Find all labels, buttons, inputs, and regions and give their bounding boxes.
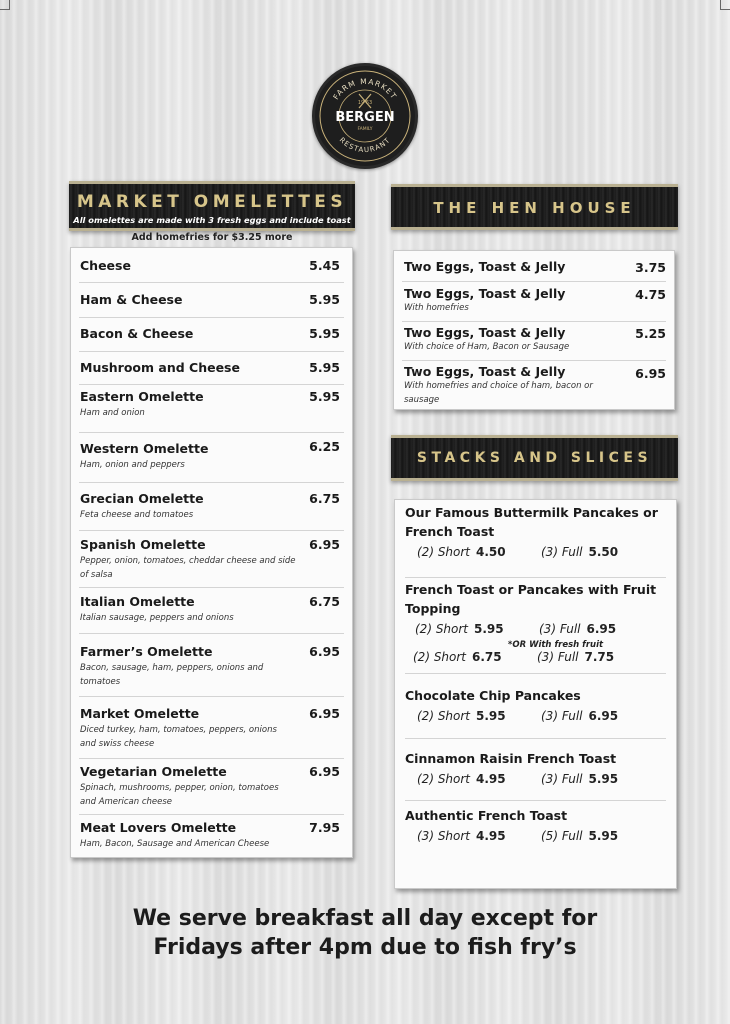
item-description: Ham and onion	[80, 408, 145, 418]
full-price: 6.95	[586, 622, 617, 636]
logo-sub: FAMILY	[357, 127, 373, 132]
item-description: Diced turkey, ham, tomatoes, peppers, onions and swiss cheese	[80, 725, 277, 749]
menu-item	[79, 283, 344, 318]
item-name: Vegetarian Omelette	[80, 764, 227, 779]
full-price: 5.50	[588, 545, 619, 559]
stacks-menu-panel	[394, 499, 677, 889]
item-price: 5.95	[309, 292, 340, 307]
logo-bottom-arc: RESTAURANT	[337, 135, 393, 155]
full-price: 5.95	[588, 772, 619, 786]
menu-item	[405, 674, 666, 739]
item-description: With homefries and choice of ham, bacon or sausage	[404, 381, 593, 405]
short-price: 5.95	[476, 709, 506, 723]
item-name: Authentic French Toast	[405, 808, 568, 823]
item-description: Feta cheese and tomatoes	[80, 510, 194, 520]
menu-item	[405, 801, 666, 861]
item-price: 6.95	[635, 366, 666, 381]
item-name: Meat Lovers Omelette	[80, 820, 237, 835]
restaurant-logo	[312, 63, 418, 169]
short-price: 5.95	[474, 622, 504, 636]
price-line	[405, 622, 666, 640]
item-description: Pepper, onion, tomatoes, cheddar cheese and side of salsa	[80, 556, 296, 580]
item-price: 6.75	[309, 491, 340, 506]
item-name: Farmer’s Omelette	[80, 644, 213, 659]
logo-top-arc: FARM MARKET	[331, 76, 399, 102]
item-name: Mushroom and Cheese	[80, 360, 240, 375]
menu-item	[405, 739, 666, 801]
hen-house-banner	[391, 184, 678, 230]
item-description: With homefries	[404, 303, 469, 313]
svg-text:RESTAURANT	[338, 136, 392, 154]
item-name: French Toast or Pancakes with Fruit Topping	[405, 582, 657, 616]
menu-item	[79, 697, 344, 759]
logo-year: 19 63	[357, 100, 373, 106]
menu-item	[79, 815, 344, 857]
item-description: With choice of Ham, Bacon or Sausage	[404, 342, 570, 352]
item-name: Our Famous Buttermilk Pancakes or French Toast	[405, 505, 658, 539]
menu-item	[79, 352, 344, 385]
item-name: Two Eggs, Toast & Jelly	[404, 325, 566, 340]
menu-item	[79, 588, 344, 634]
item-price: 4.75	[635, 287, 666, 302]
short-price: 4.50	[476, 545, 506, 559]
item-price: 5.95	[309, 389, 340, 404]
omelettes-banner	[69, 181, 355, 231]
item-price: 5.95	[309, 360, 340, 375]
menu-item	[79, 318, 344, 352]
full-label: (3) Full	[539, 622, 581, 636]
item-name: Chocolate Chip Pancakes	[405, 688, 581, 703]
omelettes-title: MARKET OMELETTES	[76, 192, 348, 212]
crop-mark-top-left	[0, 0, 10, 10]
short-label: (2) Short	[417, 709, 471, 723]
menu-item	[402, 282, 666, 322]
item-name: Two Eggs, Toast & Jelly	[404, 364, 566, 379]
item-name: Bacon & Cheese	[80, 326, 194, 341]
full-label: (3) Full	[537, 650, 579, 664]
short-price: 6.75	[472, 650, 502, 664]
item-price: 5.45	[309, 258, 340, 273]
item-name: Two Eggs, Toast & Jelly	[404, 286, 566, 301]
full-label: (5) Full	[541, 829, 583, 843]
item-name: Italian Omelette	[80, 594, 195, 609]
item-description: Ham, onion and peppers	[80, 460, 185, 470]
hen-house-menu-panel	[393, 250, 675, 410]
menu-item	[79, 634, 344, 697]
item-price: 6.95	[309, 537, 340, 552]
item-price: 6.75	[309, 594, 340, 609]
menu-item	[402, 251, 666, 282]
menu-item	[402, 361, 666, 409]
menu-item	[405, 578, 666, 674]
item-name: Two Eggs, Toast & Jelly	[404, 259, 566, 274]
menu-item	[405, 500, 666, 578]
price-line	[405, 709, 666, 727]
notice-line-2: Fridays after 4pm due to fish fry’s	[153, 935, 577, 960]
logo-emblem	[315, 66, 415, 166]
item-description: Bacon, sausage, ham, peppers, onions and tomatoes	[80, 663, 264, 687]
item-description: Italian sausage, peppers and onions	[80, 613, 234, 623]
short-price: 4.95	[476, 772, 506, 786]
price-line	[405, 772, 666, 790]
hen-house-title: THE HEN HOUSE	[433, 199, 636, 217]
short-label: (2) Short	[413, 650, 467, 664]
notice-line-1: We serve breakfast all day except for	[132, 906, 598, 931]
price-line	[405, 829, 666, 847]
short-label: (3) Short	[417, 829, 471, 843]
omelettes-subtitle: All omelettes are made with 3 fresh eggs and include toast	[73, 215, 351, 225]
full-price: 6.95	[588, 709, 619, 723]
full-price: 5.95	[588, 829, 619, 843]
fresh-fruit-note: *OR With fresh fruit	[507, 640, 604, 650]
item-name: Grecian Omelette	[80, 491, 204, 506]
item-name: Eastern Omelette	[80, 389, 204, 404]
omelettes-menu-panel	[70, 247, 353, 858]
item-price: 5.25	[635, 326, 666, 341]
item-price: 5.95	[309, 326, 340, 341]
short-price: 4.95	[476, 829, 506, 843]
price-line	[405, 650, 666, 668]
item-price: 3.75	[635, 260, 666, 275]
full-price: 7.75	[584, 650, 615, 664]
short-label: (2) Short	[415, 622, 469, 636]
full-label: (3) Full	[541, 772, 583, 786]
item-name: Cinnamon Raisin French Toast	[405, 751, 617, 766]
menu-item	[79, 531, 344, 588]
short-label: (2) Short	[417, 772, 471, 786]
menu-item	[79, 433, 344, 483]
menu-item	[79, 759, 344, 815]
menu-item	[79, 248, 344, 283]
breakfast-hours-notice	[0, 904, 730, 962]
item-description: Spinach, mushrooms, pepper, onion, tomatoes and American cheese	[80, 783, 279, 807]
menu-item	[402, 322, 666, 361]
item-price: 6.95	[309, 706, 340, 721]
item-name: Western Omelette	[80, 441, 209, 456]
price-line	[405, 545, 666, 563]
stacks-banner	[391, 435, 678, 481]
item-description: Ham, Bacon, Sausage and American Cheese	[80, 839, 270, 849]
short-label: (2) Short	[417, 545, 471, 559]
item-price: 7.95	[309, 820, 340, 835]
item-price: 6.25	[309, 439, 340, 454]
homefries-addon-note: Add homefries for $3.25 more	[131, 232, 293, 243]
crop-mark-top-right	[720, 0, 730, 10]
item-price: 6.95	[309, 644, 340, 659]
item-price: 6.95	[309, 764, 340, 779]
full-label: (3) Full	[541, 545, 583, 559]
full-label: (3) Full	[541, 709, 583, 723]
item-name: Ham & Cheese	[80, 292, 183, 307]
stacks-title: STACKS AND SLICES	[416, 450, 653, 466]
item-name: Market Omelette	[80, 706, 200, 721]
menu-item	[79, 483, 344, 531]
menu-item	[79, 385, 344, 433]
svg-text:FARM MARKET	[331, 77, 398, 101]
item-name: Cheese	[80, 258, 131, 273]
item-name: Spanish Omelette	[80, 537, 206, 552]
logo-name: BERGEN	[335, 110, 395, 125]
